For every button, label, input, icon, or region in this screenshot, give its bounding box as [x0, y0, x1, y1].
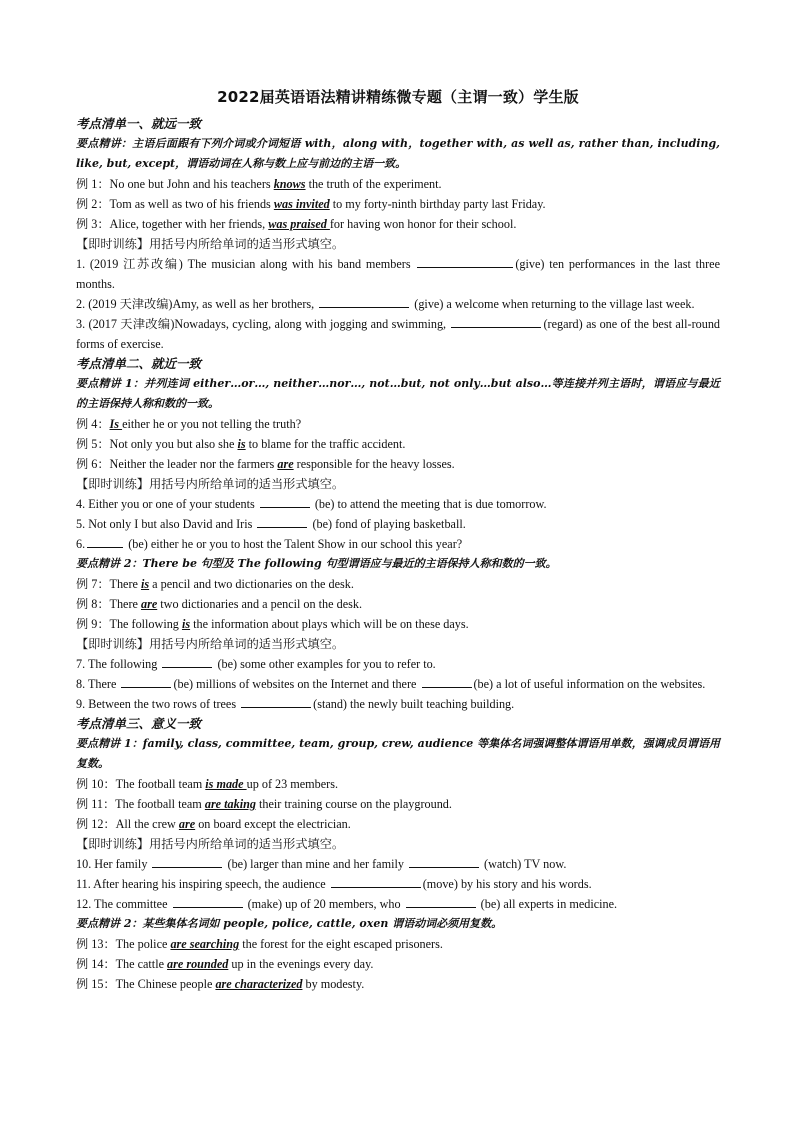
example-6: 例 6：Neither the leader nor the farmers are responsible for the heavy losses.	[76, 457, 455, 471]
answer-blank[interactable]	[319, 295, 409, 308]
example-15-answer: are characterized	[215, 977, 303, 991]
question-8: 8. There (be) millions of websites on the Internet and there (be) a lot of useful information on the websites.	[76, 677, 706, 691]
example-14: 例 14：The cattle are rounded up in the evenings every day.	[76, 957, 374, 971]
example-4: 例 4：Is either he or you not telling the truth?	[76, 417, 302, 431]
example-10: 例 10：The football team is made up of 23 members.	[76, 777, 338, 791]
section-1-heading: 考点清单一、就远一致	[76, 116, 202, 131]
example-7-answer: is	[140, 577, 150, 591]
section-3-key-point-1: 要点精讲 1：family, class, committee, team, group, crew, audience 等集体名词强调整体谓语用单数，强调成员谓语用复数。	[76, 737, 720, 770]
example-14-answer: are rounded	[167, 957, 229, 971]
answer-blank[interactable]	[152, 855, 222, 868]
question-7: 7. The following (be) some other examples for you to refer to.	[76, 657, 436, 671]
example-8: 例 8：There are two dictionaries and a pencil on the desk.	[76, 597, 362, 611]
answer-blank[interactable]	[422, 675, 472, 688]
answer-blank[interactable]	[162, 655, 212, 668]
question-5: 5. Not only I but also David and Iris (be) fond of playing basketball.	[76, 517, 466, 531]
question-11: 11. After hearing his inspiring speech, the audience (move) by his story and his words.	[76, 877, 592, 891]
example-7: 例 7：There is a pencil and two dictionaries on the desk.	[76, 577, 354, 591]
example-13: 例 13：The police are searching the forest for the eight escaped prisoners.	[76, 937, 443, 951]
question-6: 6. (be) either he or you to host the Talent Show in our school this year?	[76, 537, 463, 551]
section-1-key-point: 要点精讲：主语后面跟有下列介词或介词短语 with，along with，together with, as well as, rather than, including, like, but, except，谓语动词在人称与数上应与前边的主语一致。	[76, 137, 720, 170]
section-2-key-point-2: 要点精讲 2：There be 句型及 The following 句型谓语应与最近的主语保持人称和数的一致。	[76, 557, 557, 570]
question-3: 3. (2017 天津改编)Nowadays, cycling, along with jogging and swimming, (regard) as one of the best all-round forms of exercise.	[76, 317, 721, 351]
example-10-answer: is made	[205, 777, 247, 791]
answer-blank[interactable]	[260, 495, 310, 508]
example-15: 例 15：The Chinese people are characterized by modesty.	[76, 977, 365, 991]
drill-instruction-2: 【即时训练】用括号内所给单词的适当形式填空。	[76, 477, 345, 491]
section-2-heading: 考点清单二、就近一致	[76, 356, 202, 371]
answer-blank[interactable]	[121, 675, 171, 688]
example-9: 例 9：The following is the information about plays which will be on these days.	[76, 617, 469, 631]
question-1: 1. (2019 江苏改编) The musician along with his band members (give) ten performances in the last three months.	[76, 257, 720, 291]
question-10: 10. Her family (be) larger than mine and her family (watch) TV now.	[76, 857, 567, 871]
example-8-answer: are	[140, 597, 158, 611]
question-2: 2. (2019 天津改编)Amy, as well as her brothers, (give) a welcome when returning to the village last week.	[76, 297, 695, 311]
answer-blank[interactable]	[451, 315, 541, 328]
section-2-key-point-1: 要点精讲 1：并列连词 either…or…, neither…nor…, not…but, not only…but also…等连接并列主语时，谓语应与最近的主语保持人称和数的一致。	[76, 377, 720, 410]
drill-instruction-4: 【即时训练】用括号内所给单词的适当形式填空。	[76, 837, 345, 851]
example-1: 例 1：No one but John and his teachers knows the truth of the experiment.	[76, 177, 442, 191]
example-2: 例 2：Tom as well as two of his friends was invited to my forty-ninth birthday party last Friday.	[76, 197, 546, 211]
answer-blank[interactable]	[406, 895, 476, 908]
answer-blank[interactable]	[409, 855, 479, 868]
example-11: 例 11：The football team are taking their training course on the playground.	[76, 797, 452, 811]
answer-blank[interactable]	[417, 255, 513, 268]
answer-blank[interactable]	[241, 695, 311, 708]
example-4-answer: Is	[109, 417, 123, 431]
example-11-answer: are taking	[204, 797, 256, 811]
answer-blank[interactable]	[173, 895, 243, 908]
answer-blank[interactable]	[87, 535, 123, 548]
example-9-answer: is	[181, 617, 191, 631]
example-3: 例 3：Alice, together with her friends, was praised for having won honor for their school.	[76, 217, 517, 231]
section-3-key-point-2: 要点精讲 2：某些集体名词如 people, police, cattle, oxen 谓语动词必须用复数。	[76, 917, 503, 930]
example-3-answer: was praised	[268, 217, 330, 231]
example-5-answer: is	[237, 437, 246, 451]
example-1-answer: knows	[273, 177, 306, 191]
drill-instruction-1: 【即时训练】用括号内所给单词的适当形式填空。	[76, 237, 345, 251]
question-4: 4. Either you or one of your students (be) to attend the meeting that is due tomorrow.	[76, 497, 547, 511]
example-12: 例 12：All the crew are on board except the electrician.	[76, 817, 351, 831]
example-13-answer: are searching	[170, 937, 240, 951]
example-6-answer: are	[277, 457, 294, 471]
example-5: 例 5：Not only you but also she is to blame for the traffic accident.	[76, 437, 406, 451]
question-9: 9. Between the two rows of trees (stand) the newly built teaching building.	[76, 697, 515, 711]
example-12-answer: are	[178, 817, 196, 831]
section-3-heading: 考点清单三、意义一致	[76, 716, 202, 731]
document-page	[76, 86, 720, 994]
example-2-answer: was invited	[273, 197, 330, 211]
answer-blank[interactable]	[331, 875, 421, 888]
answer-blank[interactable]	[257, 515, 307, 528]
question-12: 12. The committee (make) up of 20 members, who (be) all experts in medicine.	[76, 897, 618, 911]
drill-instruction-3: 【即时训练】用括号内所给单词的适当形式填空。	[76, 637, 345, 651]
page-title: 2022届英语语法精讲精练微专题（主谓一致）学生版	[217, 88, 579, 106]
